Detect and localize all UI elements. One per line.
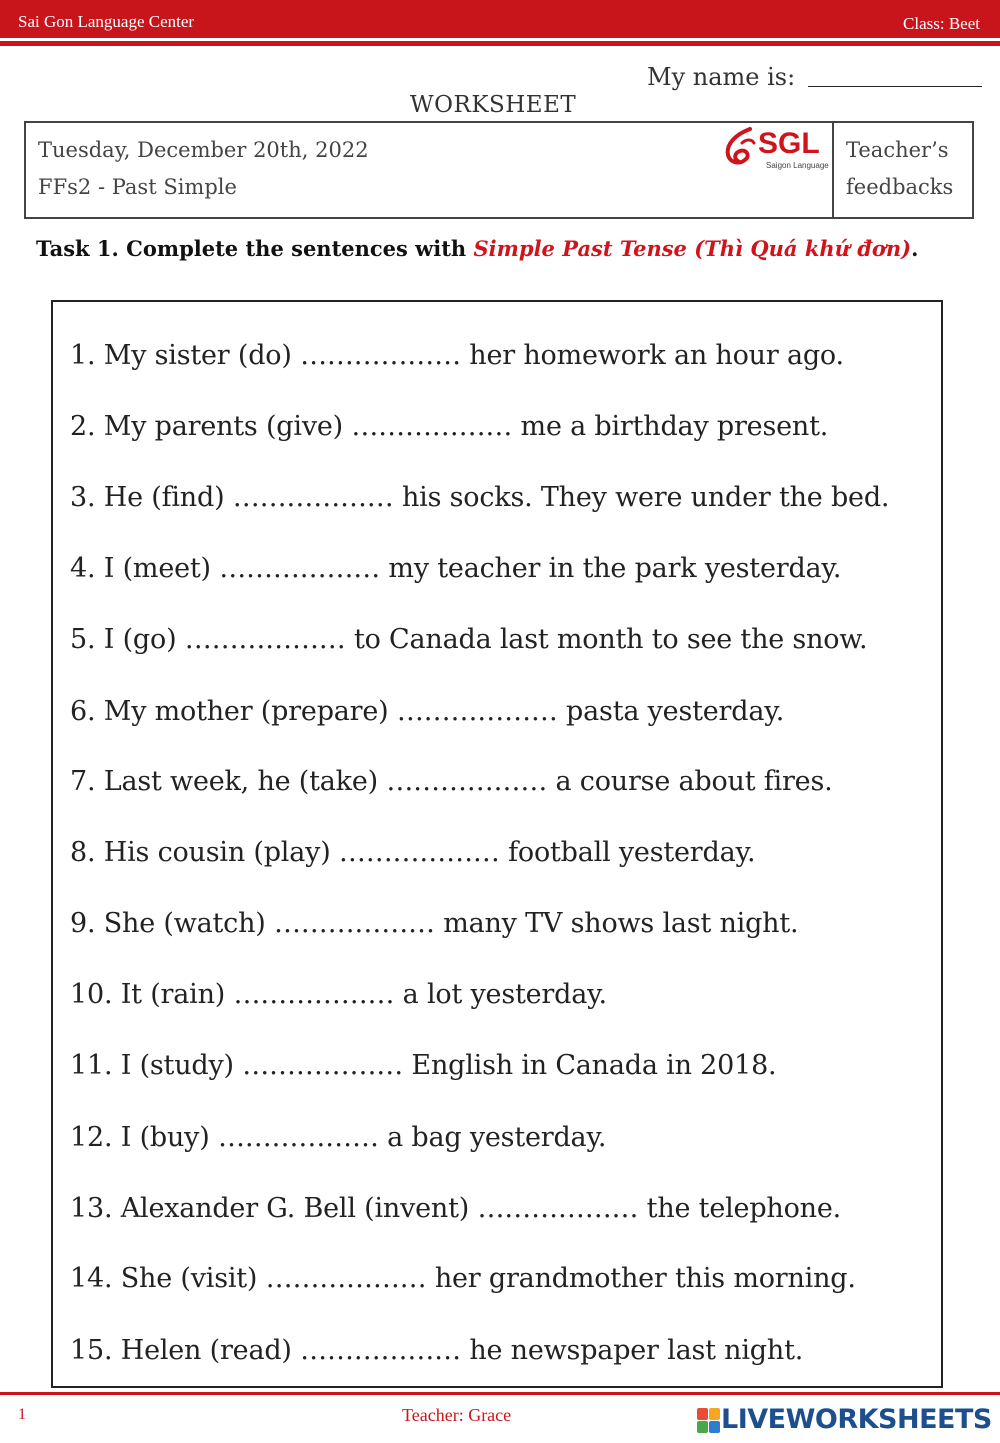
teacher-name: Teacher: Grace [402, 1405, 512, 1425]
sentence-item[interactable]: 14. She (visit) ……………… her grandmother this morning. [70, 1263, 856, 1294]
logo-text: SGL [758, 127, 820, 160]
sentence-item[interactable]: 5. I (go) ……………… to Canada last month to see the snow. [70, 624, 868, 655]
sentence-item[interactable]: 7. Last week, he (take) ……………… a course about fires. [70, 766, 833, 797]
sentence-item[interactable]: 4. I (meet) ……………… my teacher in the park yesterday. [70, 553, 842, 584]
sentence-item[interactable]: 2. My parents (give) ……………… me a birthday present. [70, 411, 829, 442]
header-bar [0, 0, 1000, 38]
sentence-item[interactable]: 13. Alexander G. Bell (invent) ……………… the telephone. [70, 1193, 841, 1224]
header-divider [0, 41, 1000, 46]
page-number: 1 [18, 1406, 26, 1423]
worksheet-title: WORKSHEET [410, 92, 577, 118]
sentence-item[interactable]: 6. My mother (prepare) ……………… pasta yesterday. [70, 696, 785, 727]
sentence-item[interactable]: 15. Helen (read) ……………… he newspaper last night. [70, 1335, 804, 1366]
sentence-item[interactable]: 3. He (find) ……………… his socks. They were under the bed. [70, 482, 890, 513]
sentence-item[interactable]: 10. It (rain) ……………… a lot yesterday. [70, 979, 607, 1010]
info-box [24, 121, 974, 219]
task-instruction [36, 233, 936, 265]
lesson-date: Tuesday, December 20th, 2022 [38, 138, 369, 162]
task-prefix: Task 1. Complete the sentences with [36, 236, 474, 261]
feedback-label-line2: feedbacks [846, 175, 954, 199]
school-name: Sai Gon Language Center [18, 12, 195, 31]
sgl-logo [720, 125, 832, 175]
task-suffix: . [911, 236, 919, 261]
task-highlight: Simple Past Tense (Thì Quá khứ đơn) [473, 236, 912, 261]
lesson-topic: FFs2 - Past Simple [38, 175, 237, 199]
footer-divider [0, 1392, 1000, 1395]
name-label: My name is: [647, 63, 796, 91]
feedback-divider [832, 123, 834, 219]
liveworksheets-text: LIVEWORKSHEETS [721, 1404, 992, 1435]
sentence-item[interactable]: 8. His cousin (play) ……………… football yesterday. [70, 837, 756, 868]
sentence-item[interactable]: 1. My sister (do) ……………… her homework an hour ago. [70, 340, 844, 371]
feedback-label-line1: Teacher’s [846, 138, 949, 162]
sgl-swoosh-icon [720, 125, 760, 171]
class-label: Class: Beet [903, 14, 980, 33]
liveworksheets-blocks-icon [697, 1408, 721, 1434]
name-input-line[interactable] [808, 86, 982, 87]
logo-subtitle: Saigon Language [766, 161, 829, 170]
sentence-item[interactable]: 11. I (study) ……………… English in Canada in 2018. [70, 1050, 777, 1081]
sentence-item[interactable]: 12. I (buy) ……………… a bag yesterday. [70, 1122, 607, 1153]
sentence-item[interactable]: 9. She (watch) ……………… many TV shows last night. [70, 908, 799, 939]
